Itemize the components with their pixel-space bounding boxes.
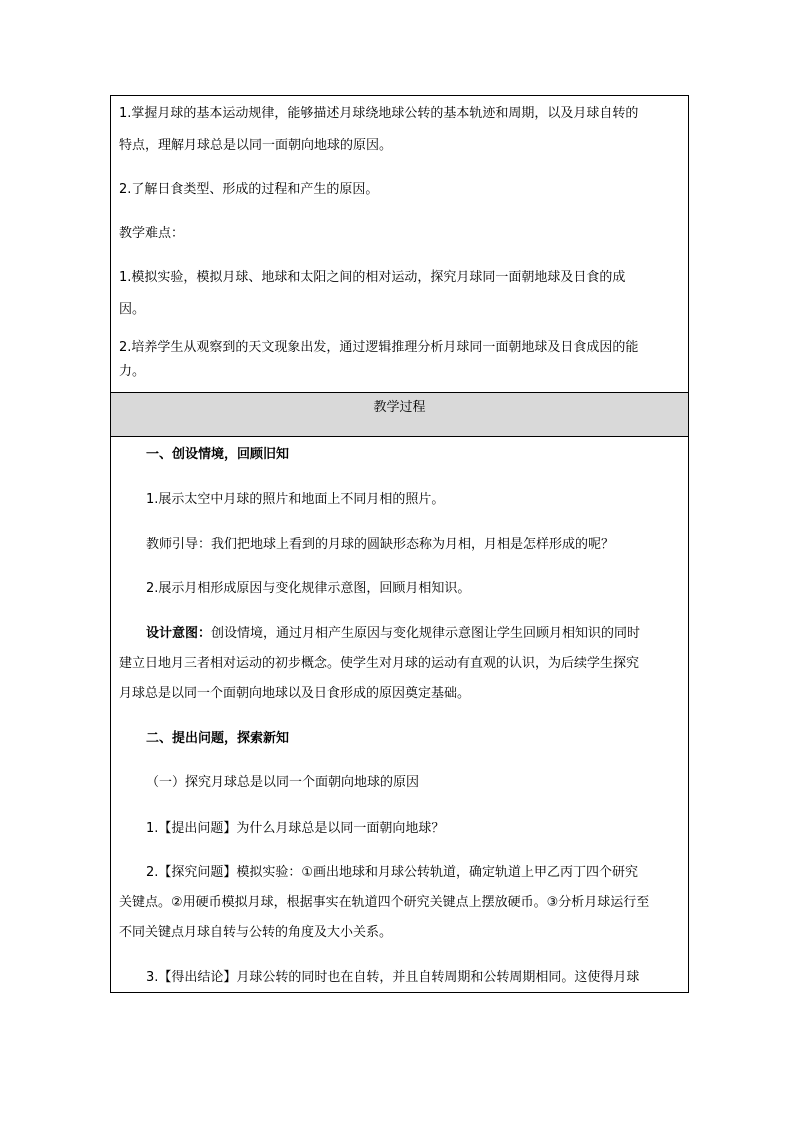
difficulty-title: 教学难点： — [119, 226, 185, 241]
question-2-line-b: 关键点。②用硬币模拟月球，根据事实在轨道四个研究关键点上摆放硬币。③分析月球运行至 — [119, 895, 650, 910]
design-intent-text: 创设情境，通过月相产生原因与变化规律示意图让学生回顾月相知识的同时 — [211, 626, 641, 641]
section-2-subtitle: （一）探究月球总是以同一个面朝向地球的原因 — [146, 775, 420, 790]
design-intent-label: 设计意图： — [146, 626, 212, 641]
section-1-item-2: 2.展示月相形成原因与变化规律示意图，回顾月相知识。 — [146, 581, 471, 596]
question-1: 1.【提出问题】为什么月球总是以同一面朝向地球？ — [146, 821, 445, 836]
section-1-title: 一、创设情境，回顾旧知 — [146, 447, 290, 462]
section-2-title: 二、提出问题，探索新知 — [146, 731, 290, 746]
difficulty-2-line-a: 2.培养学生从观察到的天文现象出发，通过逻辑推理分析月球同一面朝地球及日食成因的能 — [119, 340, 639, 355]
objectives-cell — [111, 96, 688, 393]
teacher-guidance: 教师引导：我们把地球上看到的月球的圆缺形态称为月相，月相是怎样形成的呢？ — [146, 537, 615, 552]
process-header: 教学过程 — [111, 393, 688, 437]
section-1-item-1: 1.展示太空中月球的照片和地面上不同月相的照片。 — [146, 492, 445, 507]
design-intent-line-a — [146, 624, 640, 644]
difficulty-1-line-b: 因。 — [119, 302, 146, 317]
design-intent-line-c: 月球总是以同一个面朝向地球以及日食形成的原因奠定基础。 — [119, 686, 471, 701]
objective-1-line-a: 1.掌握月球的基本运动规律，能够描述月球绕地球公转的基本轨迹和周期，以及月球自转的 — [119, 106, 639, 121]
question-2-line-a: 2.【探究问题】模拟实验：①画出地球和月球公转轨道，确定轨道上甲乙丙丁四个研究 — [146, 865, 639, 880]
design-intent-line-b: 建立日地月三者相对运动的初步概念。使学生对月球的运动有直观的认识，为后续学生探究 — [119, 656, 640, 671]
question-3: 3.【得出结论】月球公转的同时也在自转，并且自转周期和公转周期相同。这使得月球 — [146, 970, 640, 985]
difficulty-1-line-a: 1.模拟实验，模拟月球、地球和太阳之间的相对运动，探究月球同一面朝地球及日食的成 — [119, 270, 626, 285]
lesson-table — [110, 95, 689, 993]
question-2-line-c: 不同关键点月球自转与公转的角度及大小关系。 — [119, 925, 393, 940]
objective-2: 2.了解日食类型、形成的过程和产生的原因。 — [119, 182, 379, 197]
objective-1-line-b: 特点，理解月球总是以同一面朝向地球的原因。 — [119, 138, 393, 153]
difficulty-2-line-b: 力。 — [119, 364, 146, 379]
